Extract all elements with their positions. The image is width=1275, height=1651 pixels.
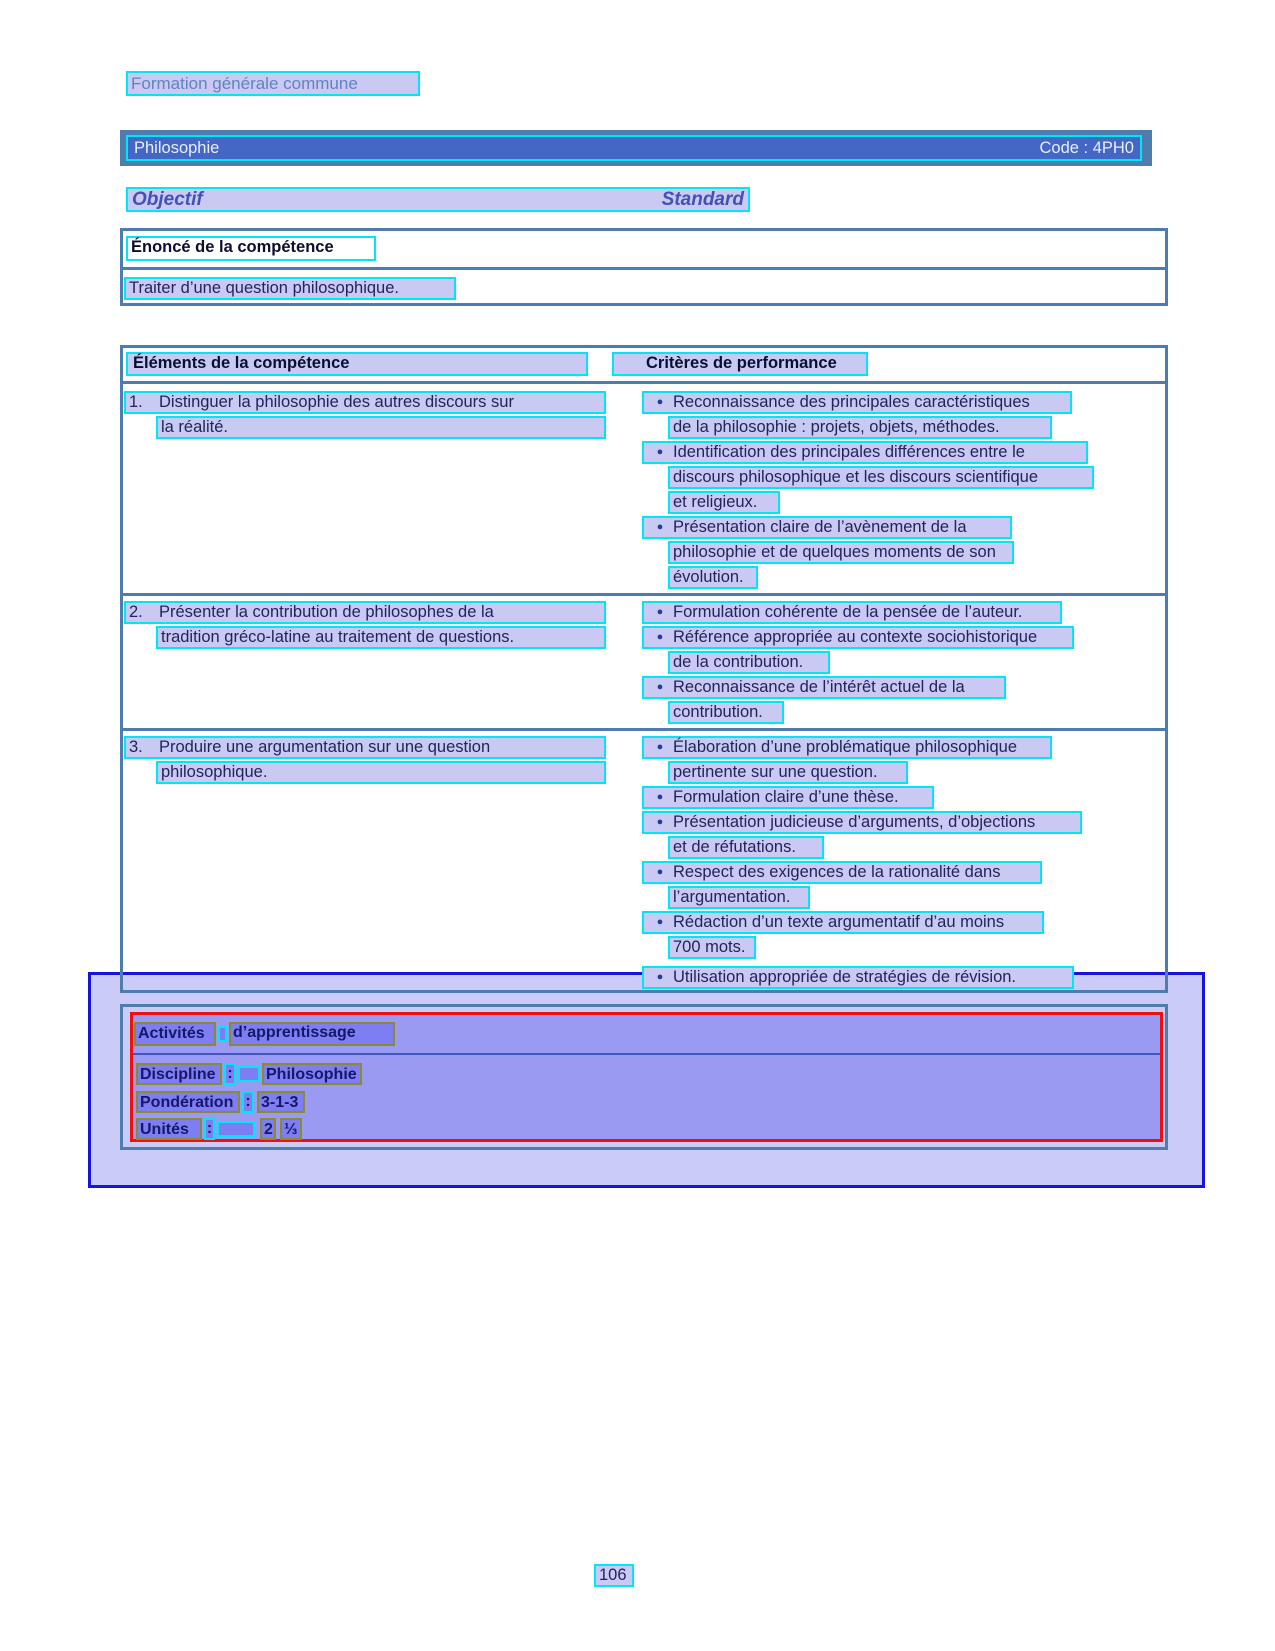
element-text: Distinguer la philosophie des autres discours sur: [159, 393, 514, 411]
bullet-icon: [647, 518, 673, 537]
bullet-icon: [647, 813, 673, 832]
criterion-text: Formulation claire d’une thèse.: [673, 788, 899, 806]
bullet-icon: [647, 738, 673, 757]
standard-heading: Standard: [661, 189, 744, 210]
word-gap-box: [218, 1026, 227, 1042]
element-line: [124, 736, 606, 759]
bullet-icon: [647, 603, 673, 622]
criterion-line: philosophie et de quelques moments de son: [668, 541, 1014, 564]
element-number: 2.: [129, 603, 143, 621]
course-header-line: [126, 135, 1142, 161]
bullet-icon: [647, 678, 673, 697]
criterion-line: [642, 626, 1074, 649]
criterion-line: [642, 441, 1088, 464]
criterion-line: et religieux.: [668, 491, 780, 514]
activites-row-colon: :: [242, 1091, 254, 1113]
element-line: philosophique.: [156, 761, 606, 784]
objectif-standard-heading: [126, 187, 750, 212]
criterion-line: [642, 911, 1044, 934]
element-line: [124, 391, 606, 414]
criterion-line: [642, 811, 1082, 834]
criterion-text: Reconnaissance de l’intérêt actuel de la: [673, 678, 965, 696]
bullet-icon: [647, 443, 673, 462]
activites-row-colon: :: [204, 1118, 215, 1140]
activites-row-colon: :: [224, 1063, 236, 1085]
activites-units-fraction: ⅓: [280, 1118, 302, 1140]
criterion-line: discours philosophique et les discours scientifique: [668, 466, 1094, 489]
criterion-text: Formulation cohérente de la pensée de l’auteur.: [673, 603, 1023, 621]
criterion-line: [642, 391, 1072, 414]
criterion-line: pertinente sur une question.: [668, 761, 908, 784]
activites-title-word: Activités: [134, 1022, 216, 1046]
element-line: tradition gréco-latine au traitement de questions.: [156, 626, 606, 649]
element-text: Produire une argumentation sur une question: [159, 738, 491, 756]
criterion-line: l’argumentation.: [668, 886, 810, 909]
course-code: Code : 4PH0: [1039, 139, 1134, 157]
enonce-statement: Traiter d’une question philosophique.: [124, 277, 456, 300]
activites-row-value: 3-1-3: [257, 1091, 305, 1113]
activites-row-label: Pondération: [136, 1091, 240, 1113]
competence-row-divider-2: [123, 728, 1165, 731]
criterion-line: [642, 736, 1052, 759]
activites-title-word: d’apprentissage: [229, 1022, 395, 1046]
bullet-icon: [647, 968, 673, 987]
criterion-text: Référence appropriée au contexte sociohistorique: [673, 628, 1038, 646]
activites-header-divider: [133, 1053, 1160, 1055]
criterion-text: Respect des exigences de la rationalité dans: [673, 863, 1001, 881]
criterion-line: contribution.: [668, 701, 784, 724]
criteres-column-header: Critères de performance: [612, 352, 868, 376]
bullet-icon: [647, 628, 673, 647]
criterion-line: [642, 861, 1042, 884]
program-note: Formation générale commune: [126, 71, 420, 96]
enonce-header: Énoncé de la compétence: [126, 236, 376, 261]
criterion-line: [642, 516, 1012, 539]
criterion-text: Utilisation appropriée de stratégies de révision.: [673, 968, 1017, 986]
activites-row-value: Philosophie: [262, 1063, 362, 1085]
bullet-icon: [647, 863, 673, 882]
criterion-line: et de réfutations.: [668, 836, 824, 859]
enonce-table-divider: [123, 267, 1165, 270]
element-line: la réalité.: [156, 416, 606, 439]
criterion-line: 700 mots.: [668, 936, 756, 959]
elements-column-header: Éléments de la compétence: [126, 352, 588, 376]
criterion-text: Reconnaissance des principales caractéristiques: [673, 393, 1030, 411]
activites-row-label: Unités: [136, 1118, 202, 1140]
element-number: 3.: [129, 738, 143, 756]
criterion-line: de la contribution.: [668, 651, 830, 674]
activites-row-label: Discipline: [136, 1063, 222, 1085]
word-gap-box: [238, 1066, 260, 1082]
activites-units-number: 2: [260, 1118, 276, 1140]
criterion-text: Présentation claire de l’avènement de la: [673, 518, 967, 536]
criterion-line: [642, 786, 934, 809]
criterion-line: [642, 966, 1074, 989]
criterion-text: Élaboration d’une problématique philosophique: [673, 738, 1018, 756]
bullet-icon: [647, 393, 673, 412]
element-number: 1.: [129, 393, 143, 411]
criterion-line: évolution.: [668, 566, 758, 589]
course-title: Philosophie: [134, 139, 220, 157]
word-gap-box: [217, 1121, 255, 1137]
criterion-text: Identification des principales différences entre le: [673, 443, 1025, 461]
bullet-icon: [647, 788, 673, 807]
objectif-heading: Objectif: [132, 189, 203, 210]
criterion-line: [642, 601, 1062, 624]
criterion-line: [642, 676, 1006, 699]
criterion-line: de la philosophie : projets, objets, méthodes.: [668, 416, 1052, 439]
competence-row-divider-1: [123, 593, 1165, 596]
bullet-icon: [647, 913, 673, 932]
criterion-text: Présentation judicieuse d’arguments, d’objections: [673, 813, 1036, 831]
page-number: 106: [594, 1564, 634, 1587]
element-line: [124, 601, 606, 624]
element-text: Présenter la contribution de philosophes de la: [159, 603, 494, 621]
criterion-text: Rédaction d’un texte argumentatif d’au moins: [673, 913, 1005, 931]
competence-header-divider: [123, 381, 1165, 384]
